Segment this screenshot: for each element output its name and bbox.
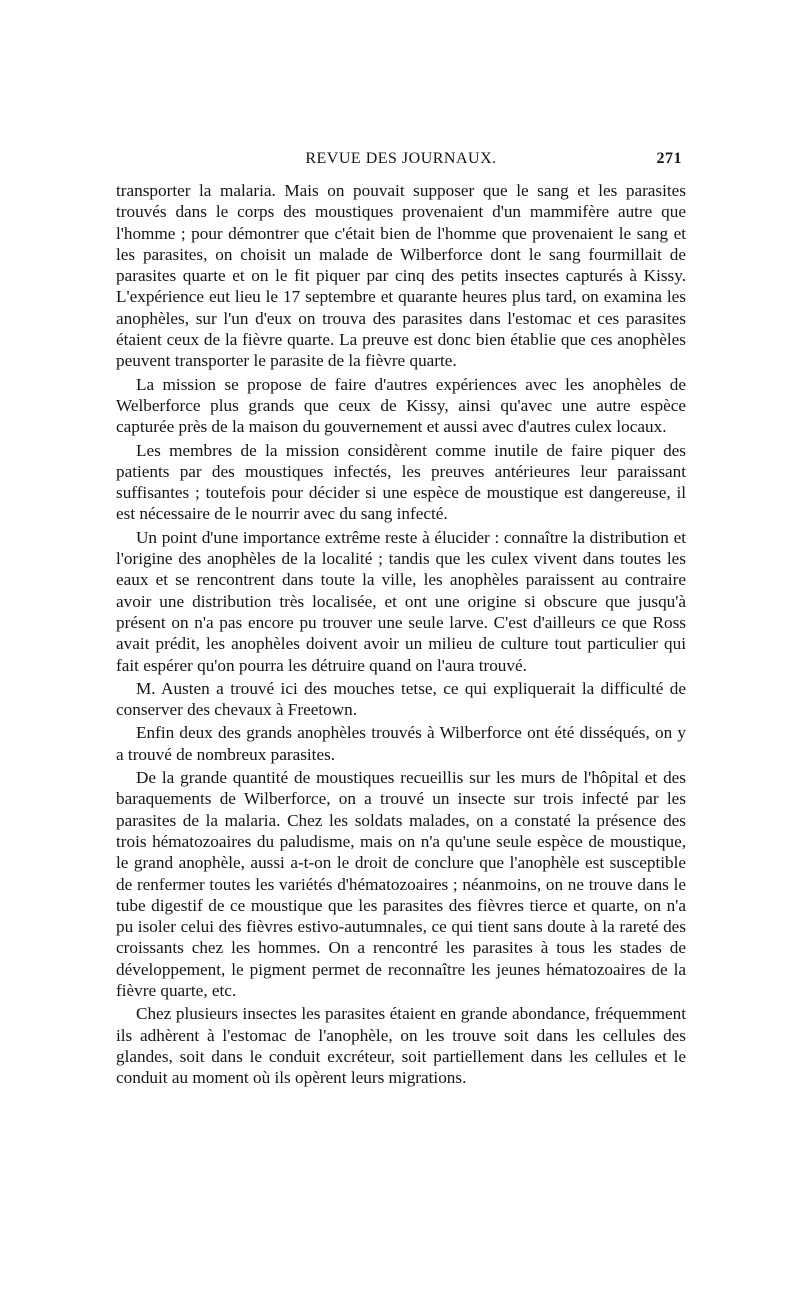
paragraph: La mission se propose de faire d'autres expériences avec les anophèles de Welberforce plus grands que ceux de Kissy, ainsi qu'avec une autre espèce capturée près de la maison du gouvernement et aussi avec d'autres culex locaux. [116, 374, 686, 437]
document-page [116, 150, 686, 1090]
paragraph: Un point d'une importance extrême reste à élucider : connaître la distribution et l'origine des anophèles de la localité ; tandis que les culex vivent dans toutes les eaux et se rencontrent dans toute la ville, les anophèles paraissent au contraire avoir une distribution très localisée, et ont une origine si obscure que jusqu'à présent on n'a pas encore pu trouver une seule larve. C'est d'ailleurs ce que Ross avait prédit, les anophèles doivent avoir un milieu de culture tout particulier qui fait espérer qu'on pourra les détruire quand on l'aura trouvé. [116, 527, 686, 675]
running-header [116, 150, 686, 176]
page-number: 271 [656, 150, 682, 167]
paragraph: Chez plusieurs insectes les parasites étaient en grande abondance, fréquemment ils adhèrent à l'estomac de l'anophèle, on les trouve soit dans les cellules des glandes, soit dans le conduit excréteur, soit partiellement dans les cellules et le conduit au moment où ils opèrent leurs migrations. [116, 1004, 686, 1088]
paragraph: Les membres de la mission considèrent comme inutile de faire piquer des patients par des moustiques infectés, les preuves antérieures leur paraissant suffisantes ; toutefois pour décider si une espèce de moustique est dangereuse, il est nécessaire de le nourrir avec du sang infecté. [116, 440, 686, 524]
paragraph: M. Austen a trouvé ici des mouches tetse, ce qui expliquerait la difficulté de conserver des chevaux à Freetown. [116, 678, 686, 720]
paragraph: Enfin deux des grands anophèles trouvés à Wilberforce ont été disséqués, on y a trouvé de nombreux parasites. [116, 723, 686, 764]
running-title: REVUE DES JOURNAUX. [305, 150, 497, 167]
paragraph-continuation: transporter la malaria. Mais on pouvait supposer que le sang et les parasites trouvés dans le corps des moustiques provenaient d'un mammifère autre que l'homme ; pour démontrer que c'était bien de l'homme que provenaient le sang et les parasites, on choisit un malade de Wilberforce dont le sang fourmillait de parasites quarte et on le fit piquer par cinq des petits insectes capturés à Kissy. L'expérience eut lieu le 17 septembre et quarante heures plus tard, on examina les anophèles, sur l'un d'eux on trouva des parasites dans l'estomac et ces parasites étaient ceux de la fièvre quarte. La preuve est donc bien établie que ces anophèles peuvent transporter le parasite de la fièvre quarte. [116, 181, 686, 371]
body-text [116, 180, 686, 1088]
paragraph: De la grande quantité de moustiques recueillis sur les murs de l'hôpital et des baraquements de Wilberforce, on a trouvé un insecte sur trois infecté par les parasites de la malaria. Chez les soldats malades, on a constaté la présence des trois hématozoaires du paludisme, mais on n'a qu'une seule espèce de moustique, le grand anophèle, aussi a-t-on le droit de conclure que l'anophèle est susceptible de renfermer toutes les variétés d'hématozoaires ; néanmoins, on ne trouve dans le tube digestif de ce moustique que les parasites des fièvres tierce et quarte, on n'a pu isoler celui des fièvres estivo-autumnales, ce qui tient sans doute à la rareté des croissants chez les hommes. On a rencontré les parasites à tous les stades de développement, le pigment permet de reconnaître les jeunes hématozoaires de la fièvre quarte, etc. [116, 768, 686, 1000]
